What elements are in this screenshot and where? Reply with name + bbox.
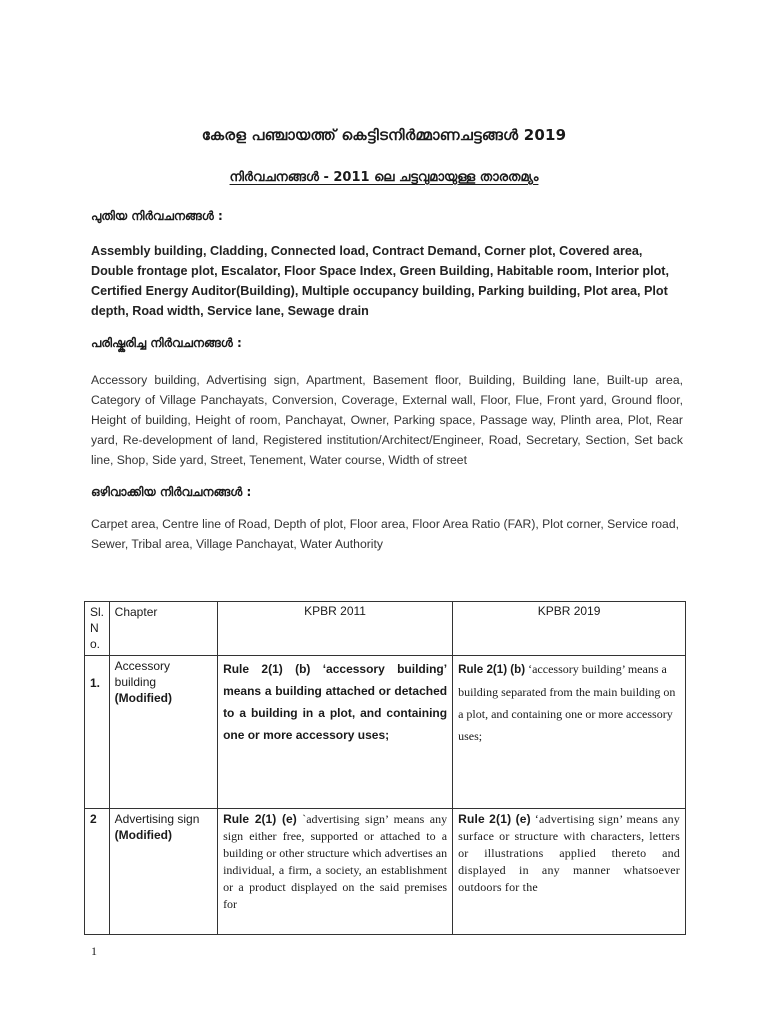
header-kpbr-2019: KPBR 2019 [453,602,686,656]
deleted-definitions-heading: ഒഴിവാക്കിയ നിർവചനങ്ങൾ : [91,485,252,499]
rule-2011-text: Rule 2(1) (b) ‘accessory building’ means a building attached or detached to a building in a plot, and containing one or more accessory uses; [218,656,453,809]
rule-2019-cell [453,656,686,809]
rule-2011-reference: Rule 2(1) (e) [223,812,297,826]
row-chapter [109,809,217,935]
rule-2019-clip [458,811,680,930]
header-kpbr-2011: KPBR 2011 [218,602,453,656]
document-subtitle [0,170,768,185]
header-chapter: Chapter [109,602,217,656]
rule-2011-clip [223,811,447,930]
chapter-name: Advertising sign [114,812,200,826]
rule-2019-reference: Rule 2(1) (b) [458,663,526,676]
chapter-name: Accessory building [114,659,171,689]
table-row [85,656,686,809]
document-title: കേരള പഞ്ചായത്ത്‌ കെട്ടിടനിർമ്മാണചട്ടങ്ങൾ 2019 [201,126,567,144]
rule-2019-text: ‘accessory building’ means a building separated from the main building on a plot, and containing one or more accessory uses; [458,662,676,743]
new-definitions-list: Assembly building, Cladding, Connected load, Contract Demand, Corner plot, Covered area, Double frontage plot, Escalator, Floor Space Index, Green Building, Habitable room, Interior plot, Certified Energy Auditor(Building), Multiple occupancy building, Parking building, Plot area, Plot depth, Road width, Service lane, Sewage drain [91,244,669,318]
row-sl-number: 1. [85,656,110,809]
new-definitions-heading: പുതിയ നിർവചനങ്ങൾ : [91,209,223,223]
chapter-status: (Modified) [114,828,172,842]
comparison-table [84,601,686,935]
row-chapter [109,656,217,809]
table-header-row [85,602,686,656]
modified-definitions-list: Accessory building, Advertising sign, Apartment, Basement floor, Building, Building lane, Built-up area, Category of Village Panchayats, Conversion, Coverage, External wall, Floor, Flue, Front yard, Ground floor, Height of building, Height of room, Panchayat, Owner, Parking space, Passage way, Plinth area, Plot, Rear yard, Re-development of land, Registered institution/Architect/Engineer, Road, Secretary, Section, Set back line, Shop, Side yard, Street, Tenement, Water course, Width of street [91,373,683,467]
header-sl-no: Sl. N o. [85,602,110,656]
chapter-status: (Modified) [114,691,172,705]
subtitle-text: നിർവചനങ്ങൾ - 2011 ലെ ചട്ടവുമായുള്ള താരതമ്യം [229,170,539,185]
page-number: 1 [91,944,97,958]
row-sl-number: 2 [85,809,110,935]
modified-definitions-heading: പരിഷ്കരിച്ച നിർവചനങ്ങൾ : [91,336,242,350]
rule-2019-reference: Rule 2(1) (e) [458,812,531,826]
rule-2019-text: ‘advertising sign’ means any surface or structure with characters, letters or illustrations applied thereto and displayed in any manner whatsoever outdoors for the [458,812,680,894]
table-row [85,809,686,935]
rule-2011-cell [218,809,453,935]
deleted-definitions-list: Carpet area, Centre line of Road, Depth of plot, Floor area, Floor Area Ratio (FAR), Plot corner, Service road, Sewer, Tribal area, Village Panchayat, Water Authority [91,517,679,551]
rule-2011-text: `advertising sign’ means any sign either free, supported or attached to a building or other structure which advertises an individual, a firm, a society, an establishment or a product displayed on the said premises for [223,812,448,911]
rule-2019-cell [453,809,686,935]
